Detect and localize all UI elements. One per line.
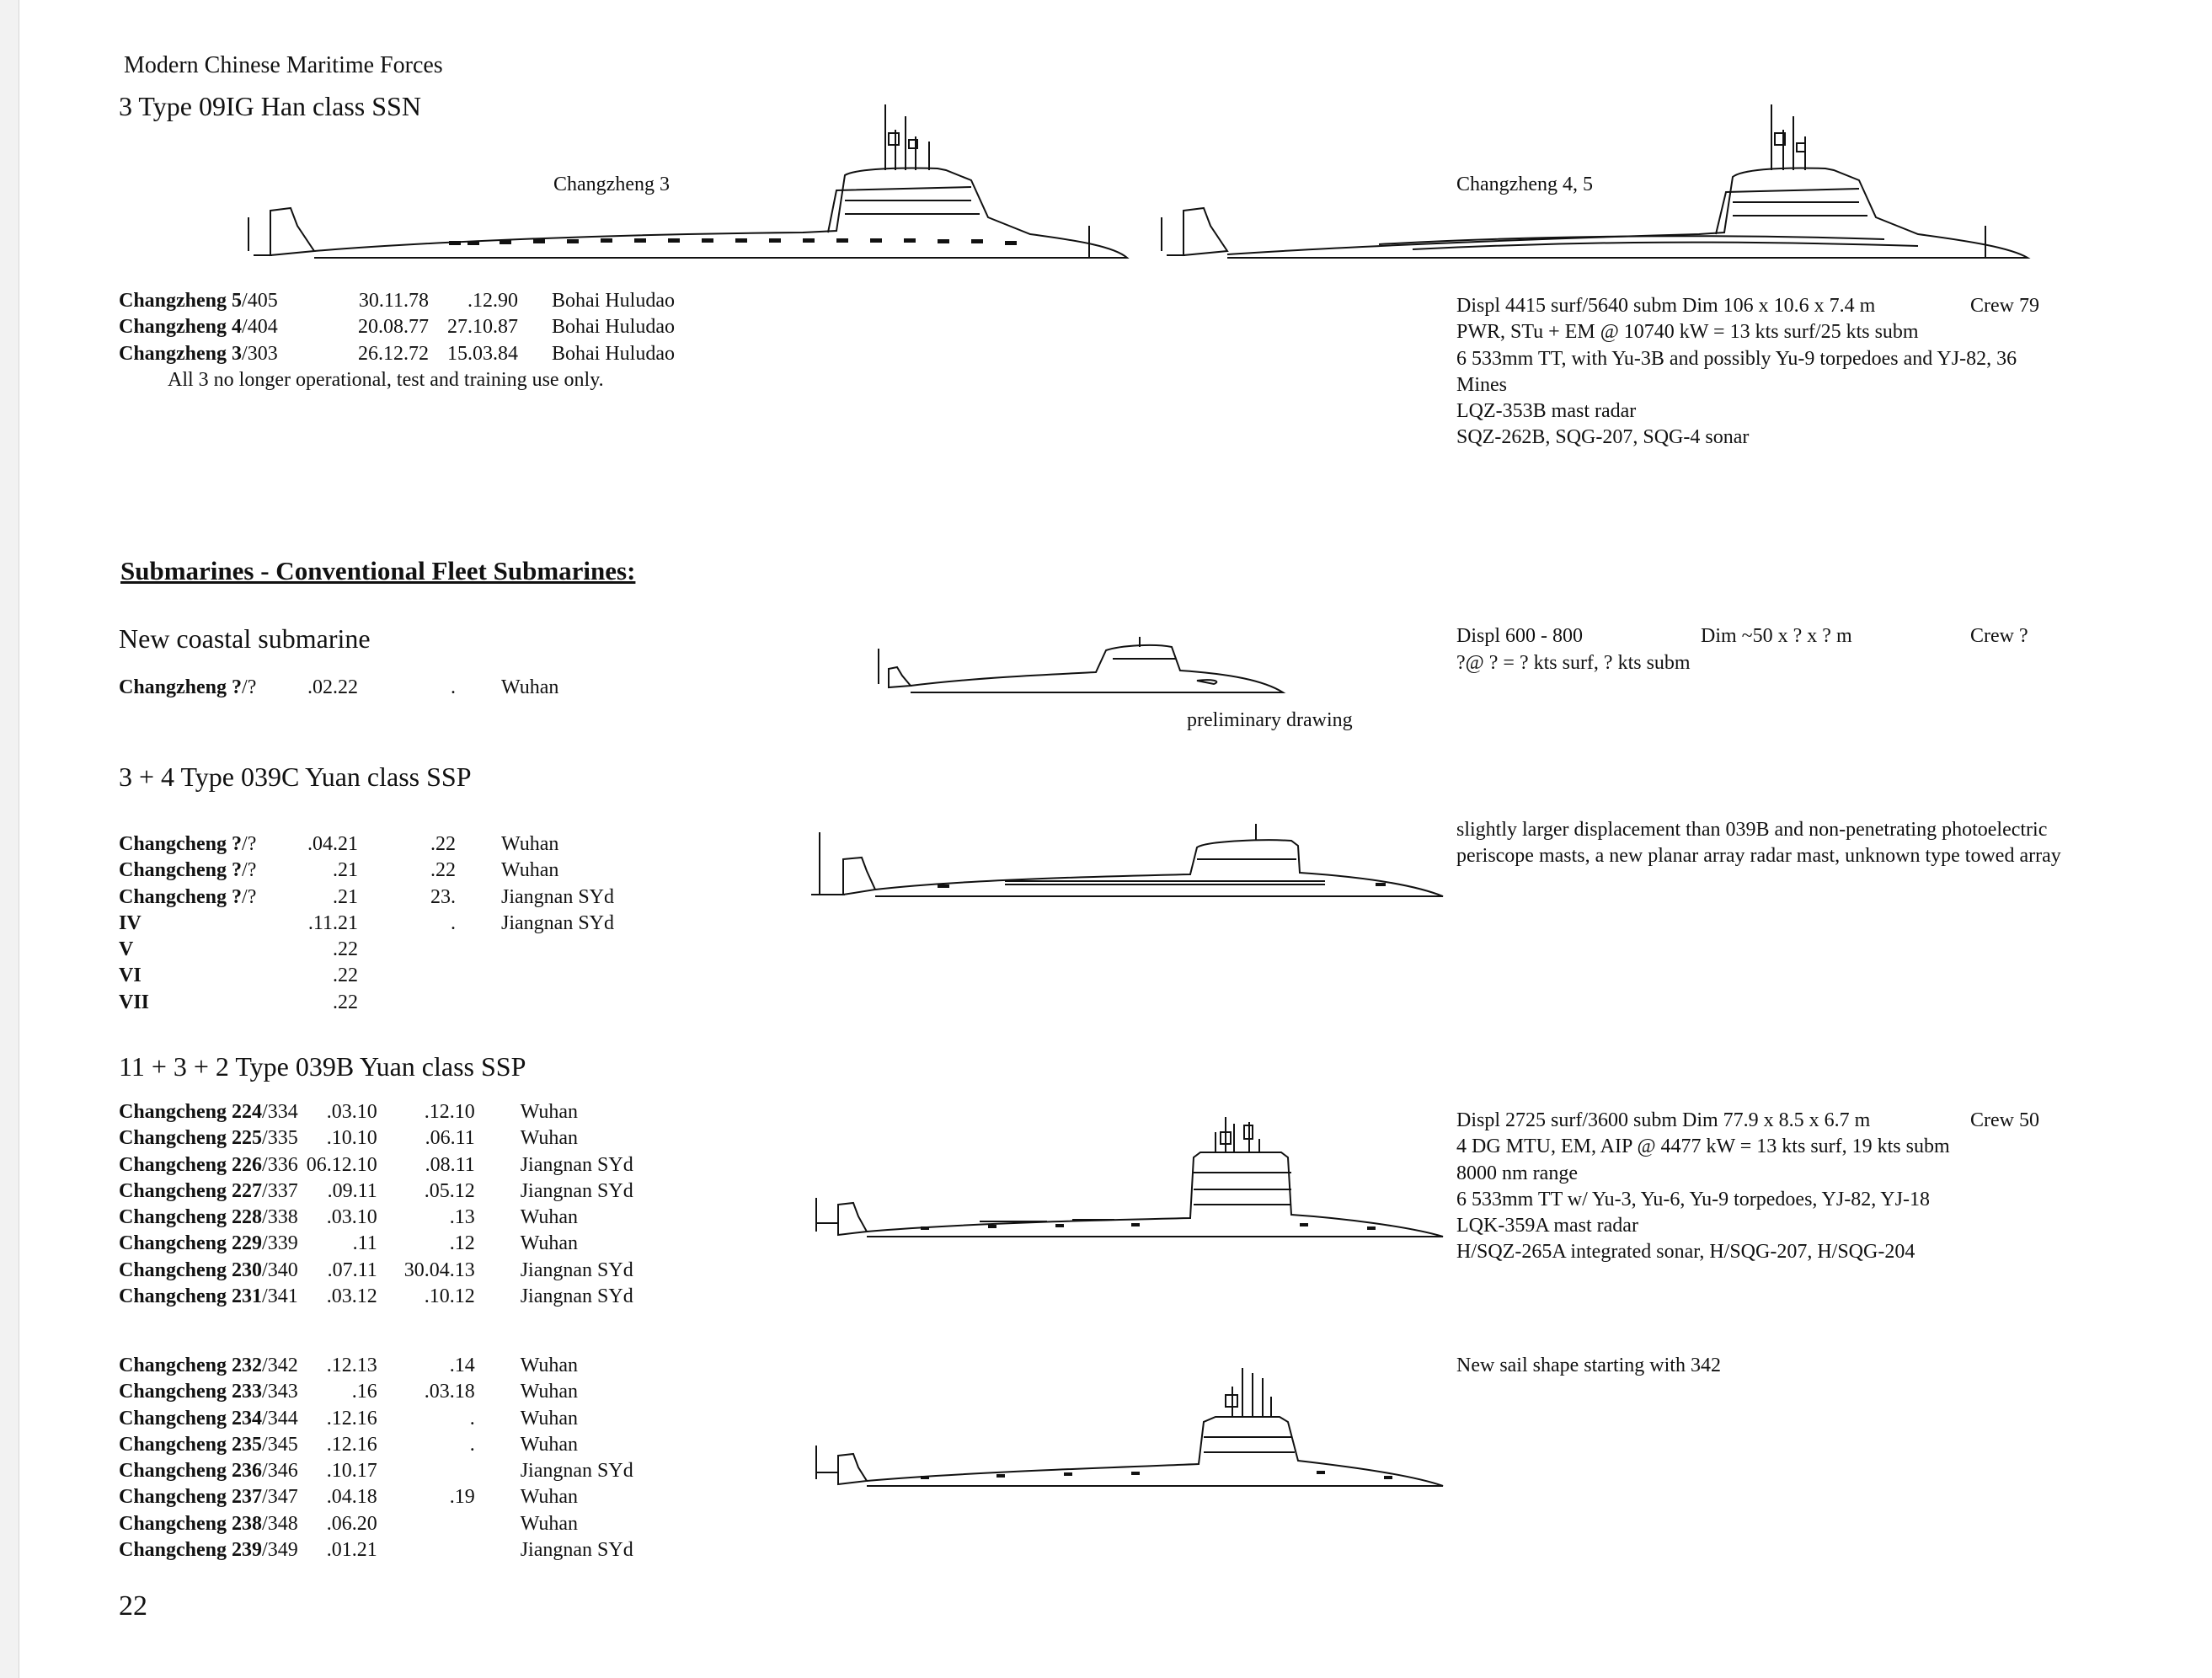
yuan-b-title: 11 + 3 + 2 Type 039B Yuan class SSP [119, 1051, 526, 1082]
shipyard: Bohai Huludao [552, 316, 675, 339]
han-crew: Crew 79 [1970, 295, 2039, 317]
table-row [119, 1284, 689, 1310]
commission-date: .12.10 [424, 1101, 475, 1123]
table-row [119, 1432, 689, 1458]
laid-date: .22 [333, 965, 358, 987]
shipyard: Wuhan [520, 1486, 579, 1509]
section-heading: Submarines - Conventional Fleet Submarines: [120, 556, 636, 585]
laid-date: .04.21 [307, 833, 358, 855]
laid-date: 30.11.78 [358, 290, 429, 312]
ship-name: Changzheng 5/405 [119, 290, 278, 312]
yuan-c-title: 3 + 4 Type 039C Yuan class SSP [119, 762, 472, 792]
laid-date: .22 [333, 991, 358, 1013]
spec-line: Displ 2725 surf/3600 subm Dim 77.9 x 8.5 x 6.7 m [1456, 1109, 1871, 1131]
commission-date: 27.10.87 [447, 316, 518, 339]
yuan-b-crew: Crew 50 [1970, 1109, 2039, 1131]
spec-line: 4 DG MTU, EM, AIP @ 4477 kW = 13 kts surf, 19 kts subm [1456, 1136, 1950, 1158]
table-row [119, 884, 670, 911]
table-row [119, 1231, 689, 1257]
ship-name: Changcheng 238/348 [119, 1512, 298, 1535]
laid-date: .12.16 [326, 1433, 377, 1456]
spec-line: H/SQZ-265A integrated sonar, H/SQG-207, H/SQG-204 [1456, 1241, 1915, 1264]
commission-date: .19 [449, 1486, 475, 1509]
coastal-crew: Crew ? [1970, 625, 2028, 647]
ship-name: Changcheng 227/337 [119, 1179, 298, 1202]
han-class-register [119, 288, 720, 367]
shipyard: Wuhan [520, 1232, 579, 1255]
laid-date: .04.18 [326, 1486, 377, 1509]
table-row [119, 1125, 689, 1152]
table-row [119, 1178, 689, 1205]
coastal-drawing [877, 633, 1290, 701]
ship-name: Changcheng 229/339 [119, 1232, 298, 1255]
table-row [119, 1099, 689, 1125]
laid-date: .06.20 [326, 1512, 377, 1535]
ship-name: Changcheng 235/345 [119, 1433, 298, 1456]
shipyard: Wuhan [501, 833, 559, 855]
table-row [119, 1537, 689, 1563]
shipyard: Wuhan [501, 676, 559, 698]
coastal-drawing-caption: preliminary drawing [1187, 709, 1353, 731]
shipyard: Wuhan [520, 1206, 579, 1229]
spec-line: 6 533mm TT, with Yu-3B and possibly Yu-9 torpedoes and YJ-82, 36 [1456, 347, 2017, 370]
coastal-title: New coastal submarine [119, 623, 371, 654]
commission-date: 23. [430, 885, 456, 908]
shipyard: Bohai Huludao [552, 342, 675, 365]
coastal-displ: Displ 600 - 800 [1456, 625, 1583, 647]
commission-date: 15.03.84 [447, 342, 518, 365]
commission-date: .12 [449, 1232, 475, 1255]
shipyard: Jiangnan SYd [520, 1460, 633, 1483]
yuan-c-register [119, 831, 670, 1016]
shipyard: Jiangnan SYd [520, 1285, 633, 1308]
shipyard: Wuhan [520, 1381, 579, 1403]
laid-date: .11.21 [307, 911, 358, 934]
ship-name: Changcheng 234/344 [119, 1407, 298, 1430]
yuan-b-specs [1456, 1108, 1950, 1266]
commission-date: .12.90 [468, 290, 518, 312]
commission-date: .14 [449, 1355, 475, 1376]
table-row [119, 858, 670, 884]
table-row [119, 1484, 689, 1510]
commission-date [358, 963, 456, 989]
table-row [119, 963, 670, 989]
yuan-b-new-sail-note: New sail shape starting with 342 [1456, 1355, 1721, 1376]
laid-date: .10.10 [326, 1127, 377, 1150]
shipyard: Jiangnan SYd [520, 1153, 633, 1176]
ship-name: Changcheng ?/? [119, 859, 257, 882]
commission-date [358, 937, 456, 963]
ship-name: Changzheng 3/303 [119, 342, 278, 365]
ship-name: Changcheng 230/340 [119, 1258, 298, 1281]
shipyard: Jiangnan SYd [520, 1258, 633, 1281]
ship-name: Changcheng 237/347 [119, 1486, 298, 1509]
page-number: 22 [119, 1590, 147, 1622]
table-row [119, 1258, 689, 1284]
running-header: Modern Chinese Maritime Forces [124, 52, 443, 78]
shipyard [501, 937, 670, 963]
han-specs [1456, 293, 2017, 452]
yuan-c-drawing [794, 807, 1451, 908]
table-row [119, 1152, 689, 1178]
laid-date: .12.16 [326, 1407, 377, 1430]
commission-date [358, 990, 456, 1016]
yuan-b-drawing [794, 1114, 1451, 1240]
table-row [119, 1353, 689, 1379]
ship-name: Changcheng 228/338 [119, 1206, 298, 1229]
table-row [119, 990, 670, 1016]
ship-name: IV [119, 911, 142, 934]
laid-date: .01.21 [326, 1539, 377, 1562]
shipyard [501, 990, 670, 1016]
ship-name: Changcheng ?/? [119, 885, 257, 908]
commission-date: 30.04.13 [403, 1258, 475, 1281]
table-row [119, 831, 670, 858]
ship-name: Changcheng 224/334 [119, 1101, 298, 1123]
shipyard: Jiangnan SYd [520, 1179, 633, 1202]
spec-line: Displ 4415 surf/5640 subm Dim 106 x 10.6 x 7.4 m [1456, 295, 1876, 317]
commission-date: .03.18 [424, 1381, 475, 1403]
laid-date: .03.10 [326, 1206, 377, 1229]
shipyard: Wuhan [520, 1101, 579, 1123]
shipyard: Wuhan [520, 1407, 579, 1430]
spec-line: LQK-359A mast radar [1456, 1215, 1638, 1237]
shipyard: Wuhan [520, 1433, 579, 1456]
commission-date: .06.11 [425, 1127, 475, 1150]
ship-name: Changcheng 232/342 [119, 1355, 298, 1376]
shipyard: Wuhan [501, 859, 559, 882]
table-row [119, 1406, 689, 1432]
han-drawing-changzheng-3 [247, 99, 1131, 268]
shipyard: Wuhan [520, 1355, 579, 1376]
shipyard: Wuhan [520, 1512, 579, 1535]
yuan-b-register [119, 1099, 689, 1310]
yuan-b-register-2 [119, 1353, 689, 1563]
coastal-power: ?@ ? = ? kts surf, ? kts subm [1456, 652, 1691, 674]
laid-date: .16 [351, 1381, 377, 1403]
shipyard: Bohai Huludao [552, 290, 675, 312]
ship-name: VII [119, 991, 150, 1013]
laid-date: .12.13 [326, 1355, 377, 1376]
laid-date: .03.10 [326, 1101, 377, 1123]
laid-date: .02.22 [307, 676, 358, 698]
table-row [119, 1458, 689, 1484]
commission-date: .10.12 [424, 1285, 475, 1308]
laid-date: .22 [333, 938, 358, 961]
han-drawing-changzheng-4-5 [1160, 99, 2044, 268]
laid-date: 26.12.72 [358, 342, 429, 365]
table-row [119, 911, 670, 937]
commission-date [377, 1511, 475, 1537]
document-page [19, 0, 2212, 1678]
yuan-c-description: slightly larger displacement than 039B and non-penetrating photoelectric periscope masts, a new planar array radar mast, unknown type towed array [1456, 819, 2061, 868]
table-row [119, 1205, 689, 1231]
commission-date: . [469, 1433, 475, 1456]
laid-date: .10.17 [326, 1460, 377, 1483]
shipyard: Jiangnan SYd [501, 885, 614, 908]
commission-date: . [469, 1407, 475, 1430]
ship-name: Changcheng 233/343 [119, 1381, 298, 1403]
commission-date [377, 1458, 475, 1484]
ship-name: Changcheng 236/346 [119, 1460, 298, 1483]
spec-line: PWR, STu + EM @ 10740 kW = 13 kts surf/25 kts subm [1456, 321, 1919, 344]
commission-date: .08.11 [425, 1153, 475, 1176]
commission-date: .22 [430, 833, 456, 855]
ship-name: Changcheng 239/349 [119, 1539, 298, 1562]
spec-line: Mines [1456, 373, 1507, 396]
spec-line: SQZ-262B, SQG-207, SQG-4 sonar [1456, 426, 1750, 449]
yuan-b-drawing-new-sail [794, 1361, 1451, 1488]
shipyard: Jiangnan SYd [520, 1539, 633, 1562]
spec-line: 6 533mm TT w/ Yu-3, Yu-6, Yu-9 torpedoes, YJ-82, YJ-18 [1456, 1188, 1930, 1210]
laid-date: 06.12.10 [306, 1153, 377, 1176]
shipyard [501, 963, 670, 989]
ship-name: Changcheng 225/335 [119, 1127, 298, 1150]
spec-line: LQZ-353B mast radar [1456, 400, 1637, 423]
han-note: All 3 no longer operational, test and training use only. [168, 369, 604, 391]
ship-name: Changcheng 231/341 [119, 1285, 298, 1308]
spec-line: 8000 nm range [1456, 1162, 1578, 1184]
ship-name: Changcheng 226/336 [119, 1153, 298, 1176]
laid-date: .21 [333, 859, 358, 882]
ship-name: Changzheng 4/404 [119, 316, 278, 339]
han-drawing2-label: Changzheng 4, 5 [1456, 174, 1593, 195]
han-drawing1-label: Changzheng 3 [553, 174, 670, 195]
ship-name: VI [119, 965, 142, 987]
commission-date: .22 [430, 859, 456, 882]
table-row [119, 1511, 689, 1537]
laid-date: .21 [333, 885, 358, 908]
ship-name: Changzheng ?/? [119, 676, 257, 698]
commission-date [377, 1537, 475, 1563]
shipyard: Jiangnan SYd [501, 911, 614, 934]
commission-date: .05.12 [424, 1179, 475, 1202]
han-class-title: 3 Type 09IG Han class SSN [119, 91, 421, 121]
coastal-register [119, 675, 670, 701]
table-row [119, 288, 720, 314]
laid-date: .11 [352, 1232, 377, 1255]
coastal-dim: Dim ~50 x ? x ? m [1701, 625, 1852, 647]
laid-date: .07.11 [327, 1258, 377, 1281]
commission-date: . [451, 676, 456, 698]
laid-date: .09.11 [327, 1179, 377, 1202]
laid-date: .03.12 [326, 1285, 377, 1308]
ship-name: Changcheng ?/? [119, 833, 257, 855]
shipyard: Wuhan [520, 1127, 579, 1150]
commission-date: .13 [449, 1206, 475, 1229]
table-row [119, 314, 720, 340]
laid-date: 20.08.77 [358, 316, 429, 339]
ship-name: V [119, 938, 134, 961]
table-row [119, 341, 720, 367]
table-row [119, 1379, 689, 1405]
commission-date: . [451, 911, 456, 934]
table-row [119, 675, 670, 701]
table-row [119, 937, 670, 963]
